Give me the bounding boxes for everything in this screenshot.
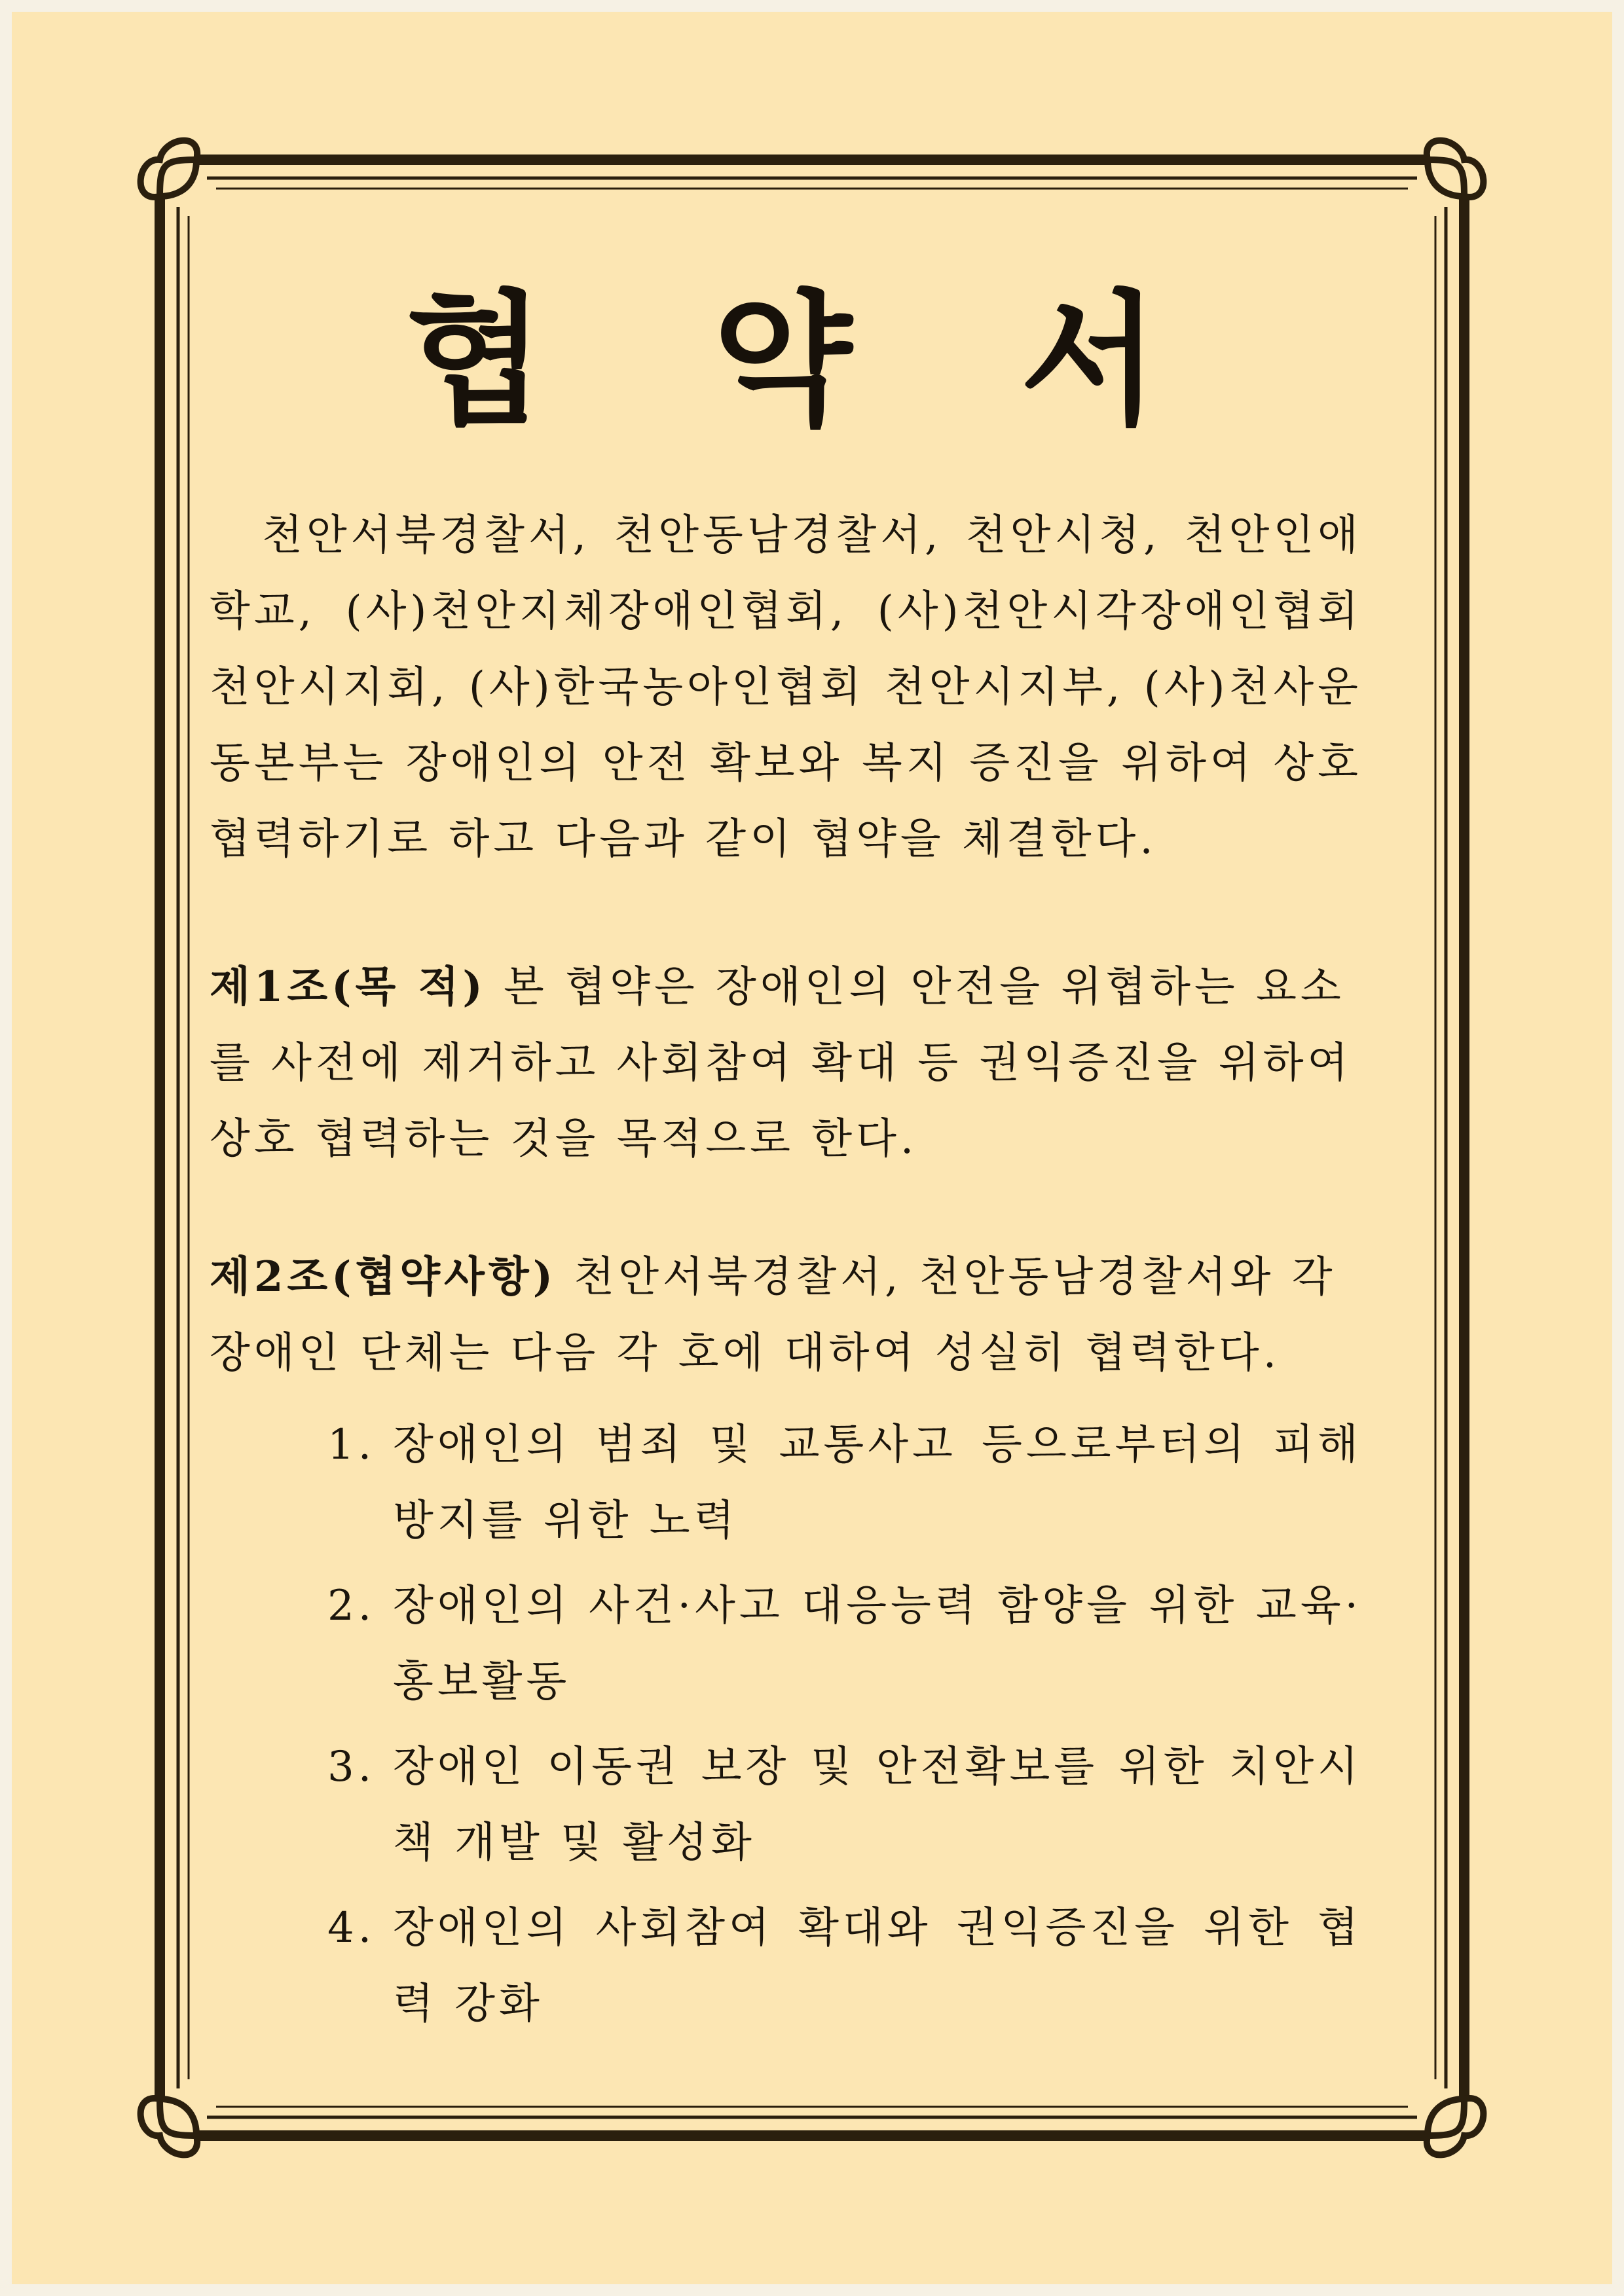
article-2-heading: 제2조(협약사항) xyxy=(210,1252,557,1302)
clause-number: 1. xyxy=(327,1421,376,1469)
clause-number: 4. xyxy=(327,1904,376,1952)
clause-text: 장애인의 범죄 및 교통사고 등으로부터의 피해 방지를 위한 노력 xyxy=(393,1421,1362,1545)
clause-number: 3. xyxy=(327,1743,376,1791)
article-1-heading: 제1조(목 적) xyxy=(210,962,487,1011)
corner-ornament-bottom-left xyxy=(141,2098,197,2155)
clause-text: 장애인의 사건·사고 대응능력 함양을 위한 교육·홍보활동 xyxy=(393,1582,1362,1706)
clause-text: 장애인 이동권 보장 및 안전확보를 위한 치안시책 개발 및 활성화 xyxy=(393,1743,1362,1867)
article-1 xyxy=(210,949,1362,1177)
corner-ornament-top-left xyxy=(141,141,197,197)
article-1-body: 본 협약은 장애인의 안전을 위협하는 요소를 사전에 제거하고 사회참여 확대 등 권익증진을 위하여 상호 협력하는 것을 목적으로 한다. xyxy=(210,963,1352,1163)
document-body xyxy=(210,275,1362,2104)
document-title: 협 약 서 xyxy=(405,275,1219,445)
corner-ornament-bottom-right xyxy=(1427,2098,1483,2155)
clause-item-3 xyxy=(327,1729,1362,1881)
clause-list xyxy=(210,1407,1362,2042)
intro-paragraph: 천안서북경찰서, 천안동남경찰서, 천안시청, 천안인애학교, (사)천안지체장애인협회, (사)천안시각장애인협회 천안시지회, (사)한국농아인협회 천안시지부, (사)천사운동본부는 장애인의 안전 확보와 복지 증진을 위하여 상호 협력하기로 하고 다음과 같이 협약을 체결한다. xyxy=(210,511,1362,864)
clause-item-2 xyxy=(327,1568,1362,1720)
corner-ornament-top-right xyxy=(1427,141,1483,197)
clause-item-1 xyxy=(327,1407,1362,1559)
clause-text: 장애인의 사회참여 확대와 권익증진을 위한 협력 강화 xyxy=(393,1904,1362,2028)
clause-item-4 xyxy=(327,1890,1362,2042)
clause-number: 2. xyxy=(327,1582,376,1630)
article-2 xyxy=(210,1239,1362,2042)
article-2-body: 천안서북경찰서, 천안동남경찰서와 각 장애인 단체는 다음 각 호에 대하여 성실히 협력한다. xyxy=(210,1253,1337,1377)
